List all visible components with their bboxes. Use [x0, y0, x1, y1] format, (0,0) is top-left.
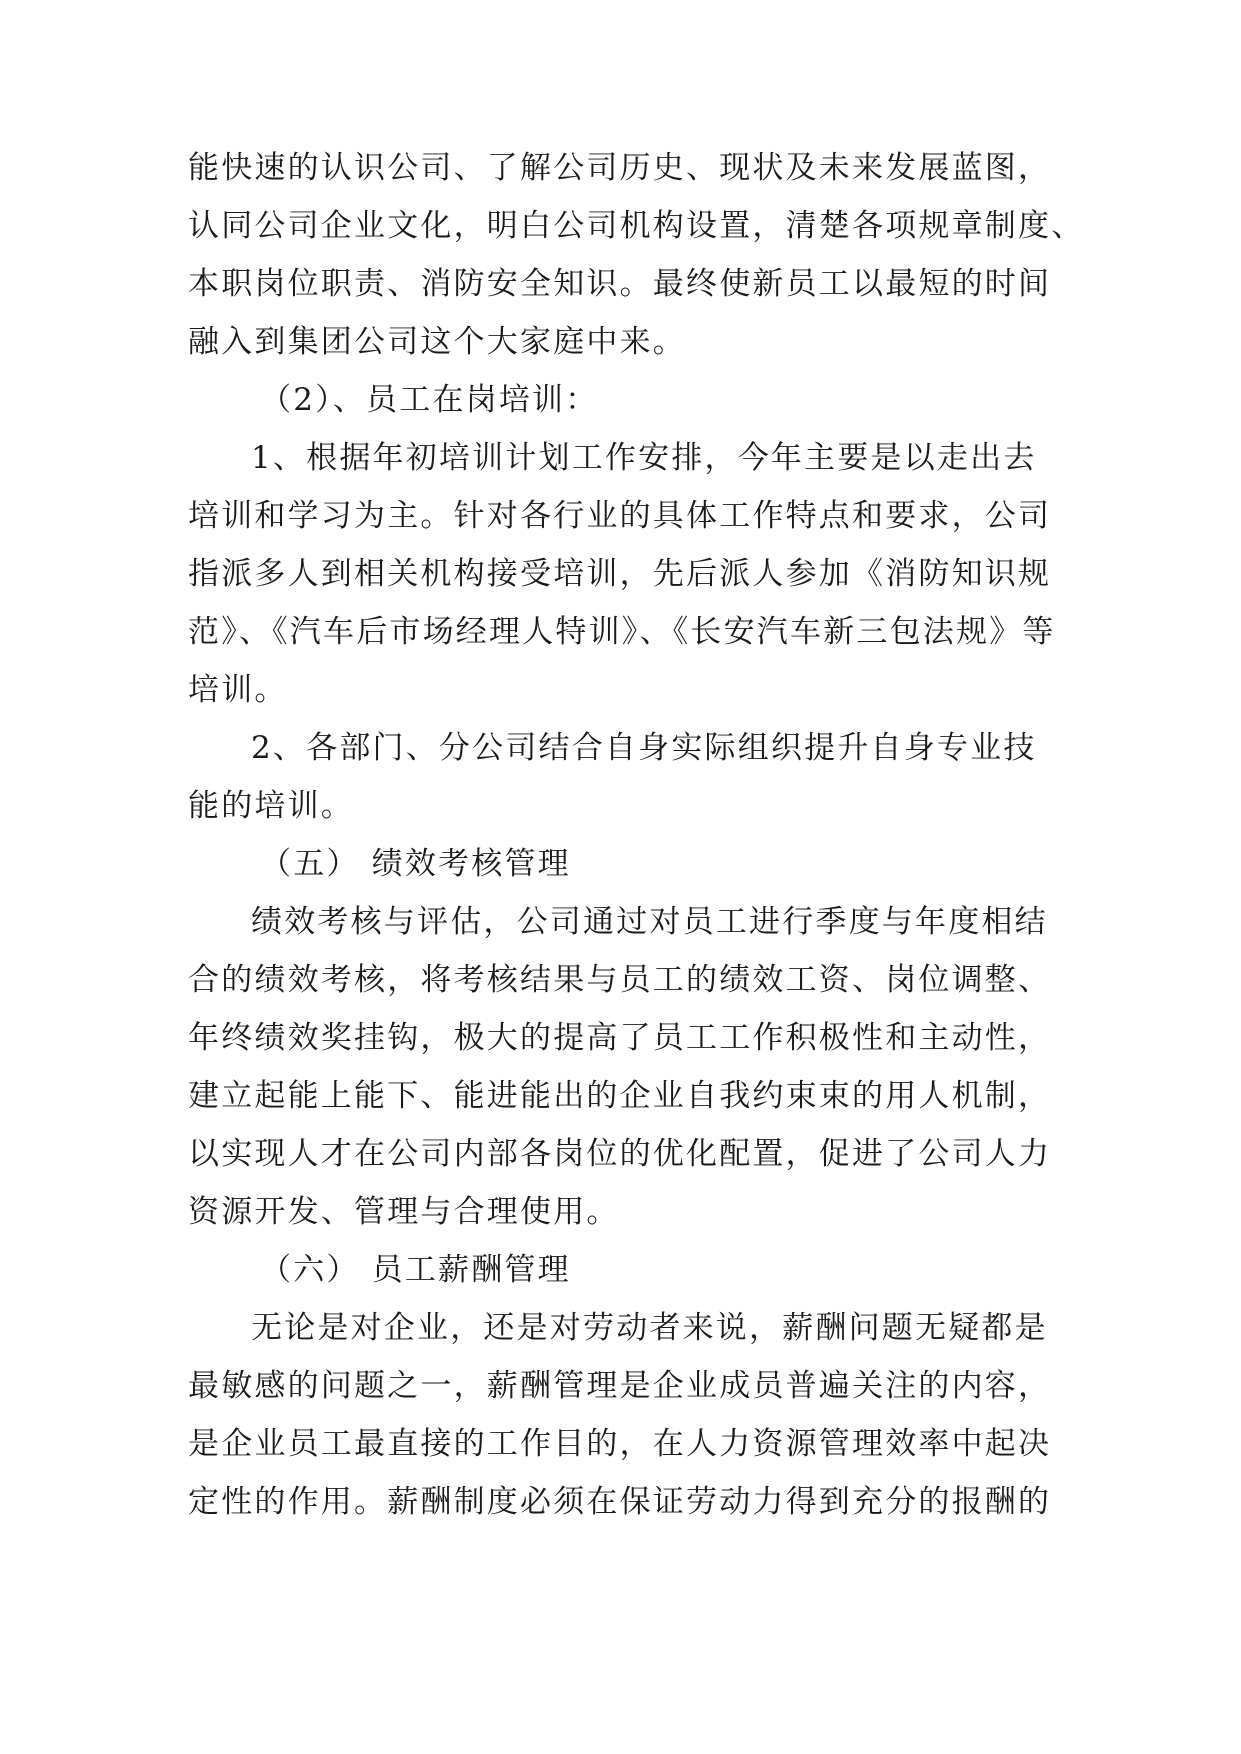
- section-heading: （五） 绩效考核管理: [260, 846, 571, 882]
- text-line: 范》、《汽车后市场经理人特训》、《长安汽车新三包法规》等: [188, 614, 1056, 650]
- text-line: 建立起能上能下、能进能出的企业自我约束束的用人机制，: [188, 1078, 1052, 1114]
- text-line: 绩效考核与评估，公司通过对员工进行季度与年度相结: [251, 904, 1048, 940]
- text-line: 合的绩效考核，将考核结果与员工的绩效工资、岗位调整、: [188, 962, 1052, 998]
- text-line: 最敏感的问题之一，薪酬管理是企业成员普遍关注的内容，: [188, 1368, 1052, 1404]
- text-line: 是企业员工最直接的工作目的，在人力资源管理效率中起决: [188, 1426, 1052, 1462]
- text-line: 认同公司企业文化，明白公司机构设置，清楚各项规章制度、: [188, 208, 1085, 244]
- text-line: 融入到集团公司这个大家庭中来。: [188, 324, 686, 360]
- text-line: 本职岗位职责、消防安全知识。最终使新员工以最短的时间: [188, 266, 1052, 302]
- text-line: 培训和学习为主。针对各行业的具体工作特点和要求，公司: [188, 498, 1052, 534]
- text-line: 以实现人才在公司内部各岗位的优化配置，促进了公司人力: [188, 1136, 1052, 1172]
- text-line: 年终绩效奖挂钩，极大的提高了员工工作积极性和主动性，: [188, 1020, 1052, 1056]
- section-heading: （六） 员工薪酬管理: [260, 1252, 571, 1288]
- text-line: 能的培训。: [188, 788, 354, 824]
- text-line: 资源开发、管理与合理使用。: [188, 1194, 620, 1230]
- text-line: 2、各部门、分公司结合自身实际组织提升自身专业技: [251, 730, 1037, 766]
- text-line: 培训。: [188, 672, 288, 708]
- text-line: 定性的作用。薪酬制度必须在保证劳动力得到充分的报酬的: [188, 1484, 1052, 1520]
- text-line: 无论是对企业，还是对劳动者来说，薪酬问题无疑都是: [251, 1310, 1048, 1346]
- sub-heading: （2）、员工在岗培训：: [260, 382, 599, 418]
- text-line: 能快速的认识公司、了解公司历史、现状及未来发展蓝图，: [188, 150, 1052, 186]
- text-line: 指派多人到相关机构接受培训，先后派人参加《消防知识规: [188, 556, 1052, 592]
- text-line: 1、根据年初培训计划工作安排，今年主要是以走出去: [251, 440, 1037, 476]
